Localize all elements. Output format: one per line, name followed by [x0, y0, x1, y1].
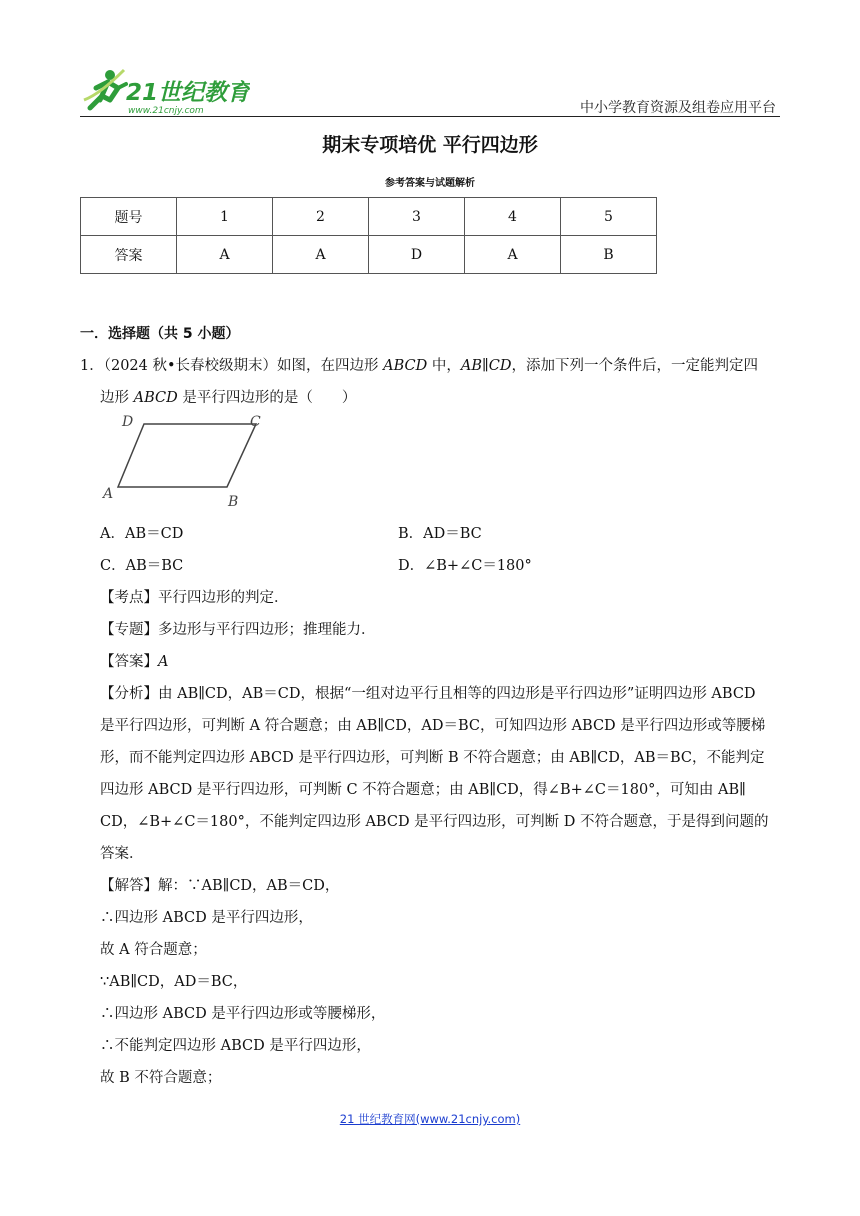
analysis-line: CD，∠B+∠C＝180°，不能判定四边形 ABCD 是平行四边形，可判断 D 不符合题意，于是得到问题的 [100, 814, 769, 830]
question-number: 1． [80, 358, 104, 374]
vertex-label-a: A [103, 486, 114, 502]
solution-line: ∴四边形 ABCD 是平行四边形， [100, 910, 313, 926]
analysis-line: 形，而不能判定四边形 ABCD 是平行四边形，可判断 B 不符合题意；由 AB∥CD，AB＝BC，不能判定 [100, 750, 765, 766]
table-cell: 5 [561, 198, 657, 236]
vertex-label-c: C [250, 414, 261, 430]
option-a: A．AB＝CD [100, 526, 184, 542]
zhuanti [80, 614, 780, 646]
kaodian [80, 582, 780, 614]
option-b: B．AD＝BC [398, 526, 482, 542]
question-content [80, 318, 780, 1094]
vertex-label-d: D [122, 414, 134, 430]
platform-name: 中小学教育资源及组卷应用平台 [580, 100, 776, 116]
stem-text: 是平行四边形的是（ ） [177, 390, 357, 406]
answer-value: A [158, 654, 169, 670]
analysis-line: 是平行四边形，可判断 A 符合题意；由 AB∥CD，AD＝BC，可知四边形 ABCD 是平行四边形或等腰梯 [100, 718, 766, 734]
table-cell: 答案 [81, 236, 177, 274]
analysis-line: 由 AB∥CD，AB＝CD，根据“一组对边平行且相等的四边形是平行四边形”证明四边形 ABCD [158, 686, 756, 702]
page-subtitle: 参考答案与试题解析 [385, 178, 475, 189]
answer-label: 【答案】 [100, 654, 158, 670]
zhuanti-label: 【专题】 [100, 622, 158, 638]
logo-text: 21世纪教育 [126, 80, 250, 106]
solution-line: 故 B 不符合题意； [100, 1070, 222, 1086]
option-d: D．∠B+∠C＝180° [398, 558, 532, 574]
solution-line: 故 A 符合题意； [100, 942, 207, 958]
solution-label: 【解答】 [100, 878, 158, 894]
table-cell: A [177, 236, 273, 274]
page-header [80, 66, 780, 118]
page-title: 期末专项培优 平行四边形 [322, 134, 538, 156]
kaodian-label: 【考点】 [100, 590, 158, 606]
options [80, 518, 780, 582]
stem-text: ，添加下列一个条件后，一定能判定四 [511, 358, 758, 374]
table-row [81, 198, 657, 236]
kaodian-text: 平行四边形的判定． [158, 590, 289, 606]
table-cell: A [273, 236, 369, 274]
analysis-label: 【分析】 [100, 686, 158, 702]
table-cell: 3 [369, 198, 465, 236]
stem-text: 中， [431, 358, 461, 374]
footer-link[interactable]: 21 世纪教育网(www.21cnjy.com) [339, 1112, 521, 1126]
analysis-line: 答案． [100, 846, 144, 862]
option-c: C．AB＝BC [100, 558, 184, 574]
solution-line: 解：∵AB∥CD，AB＝CD， [158, 878, 340, 894]
zhuanti-text: 多边形与平行四边形；推理能力． [158, 622, 376, 638]
parallelogram-figure [100, 414, 270, 506]
question-stem-line2: 边形 ABCD 是平行四边形的是（ ） [100, 390, 357, 406]
answer-table [80, 197, 657, 274]
table-cell: 2 [273, 198, 369, 236]
stem-text: 边形 [100, 390, 134, 406]
solution-line: ∵AB∥CD，AD＝BC， [100, 974, 248, 990]
logo-url: www.21cnjy.com [128, 106, 204, 116]
parallelogram-shape [118, 424, 256, 487]
page-footer [0, 1111, 860, 1127]
analysis [80, 678, 780, 710]
table-cell: 题号 [81, 198, 177, 236]
solution-line: ∴四边形 ABCD 是平行四边形或等腰梯形， [100, 1006, 386, 1022]
solution-line: ∴不能判定四边形 ABCD 是平行四边形， [100, 1038, 371, 1054]
logo [80, 66, 250, 116]
table-cell: A [465, 236, 561, 274]
header-divider [80, 116, 780, 117]
table-row [81, 236, 657, 274]
section-title: 一．选择题（共 5 小题） [80, 326, 240, 342]
table-cell: D [369, 236, 465, 274]
table-cell: 4 [465, 198, 561, 236]
table-cell: 1 [177, 198, 273, 236]
analysis-line: 四边形 ABCD 是平行四边形，可判断 C 不符合题意；由 AB∥CD，得∠B+∠C＝180°，可知由 AB∥ [100, 782, 746, 798]
question-stem: 1．（2024 秋•长春校级期末）如图，在四边形 ABCD 中，AB∥CD，添加下列一个条件后，一定能判定四 [80, 358, 758, 374]
solution [80, 870, 780, 902]
runner-icon [84, 70, 126, 108]
answer [80, 646, 780, 678]
vertex-label-b: B [228, 494, 239, 506]
table-cell: B [561, 236, 657, 274]
question-source: （2024 秋•长春校级期末）如图，在四边形 [103, 358, 384, 374]
